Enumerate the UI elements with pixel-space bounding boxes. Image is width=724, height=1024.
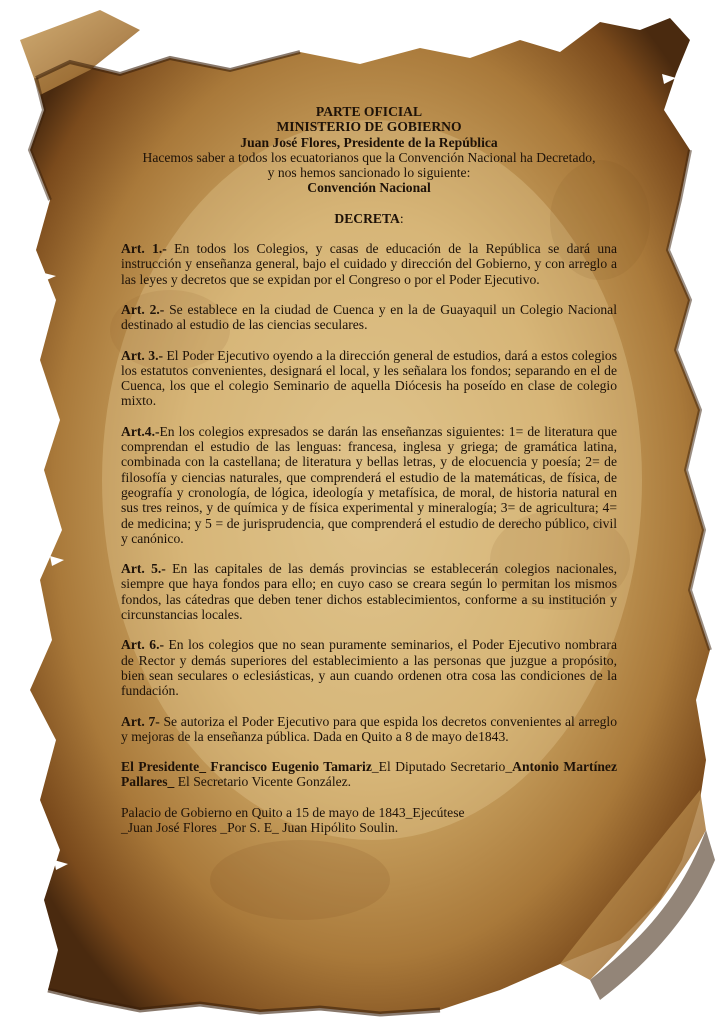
article-6: Art. 6.- En los colegios que no sean puramente seminarios, el Poder Ejecutivo nombrara de Rector y demás superiores del establecimiento a las personas que juzgue a propósito, bien sean seculares o eclesiásticas, y aun cuando ordenen otra cosa las condiciones de la fundación. (121, 637, 617, 699)
header-hacemos-saber: Hacemos saber a todos los ecuatorianos que la Convención Nacional ha Decretado, (142, 149, 596, 165)
article-5: Art. 5.- En las capitales de las demás provincias se establecerán colegios nacionales, siempre que haya fondos para ello; en cuyo caso se creara según lo permitan los mismos fondos, las cátedras que deben tener dichos establecimientos, conforme a su institución y circunstancias locales. (121, 561, 617, 623)
header-sancionado: y nos hemos sancionado lo siguiente: (267, 165, 471, 181)
header-convencion: Convención Nacional (307, 180, 431, 196)
article-1: Art. 1.- En todos los Colegios, y casas de educación de la República se dará una instrucción y enseñanza general, bajo el cuidado y dirección del Gobierno, y con arreglo a las leyes y decretos que se expidan por el Congreso o por el Poder Ejecutivo. (121, 241, 617, 287)
signatures: El Presidente_ Francisco Eugenio Tamariz_El Diputado Secretario_Antonio Martínez Pallares_ El Secretario Vicente González. (121, 759, 617, 790)
decreta-heading: DECRETA: (334, 210, 404, 226)
header-president: Juan José Flores, Presidente de la República (240, 134, 498, 150)
closing-line-1: Palacio de Gobierno en Quito a 15 de mayo de 1843_Ejecútese (121, 804, 465, 820)
official-document (121, 104, 617, 835)
article-7: Art. 7- Se autoriza el Poder Ejecutivo para que espida los decretos convenientes al arreglo y mejoras de la enseñanza pública. Dada en Quito a 8 de mayo de1843. (121, 713, 617, 744)
article-2: Art. 2.- Se establece en la ciudad de Cuenca y en la de Guayaquil un Colegio Nacional destinado al estudio de las ciencias seculares. (121, 301, 617, 333)
header-parte-oficial: PARTE OFICIAL (315, 104, 423, 119)
closing-line-2: _Juan José Flores _Por S. E_ Juan Hipólito Soulin. (121, 819, 399, 835)
header-ministerio: MINISTERIO DE GOBIERNO (276, 119, 462, 135)
article-4: Art.4.-En los colegios expresados se darán las enseñanzas siguientes: 1= de literatura que comprendan el estudio de las lenguas: francesa, inglesa y griega; de gramática latina, combinada con la castellana; de literatura y bellas letras, y de elocuencia y poesía; 2= de filosofía y ciencias naturales, que comprenderá el estudio de la matemáticas, de física, de geografía y cronología, de lógica, ideología y metafísica, de moral, de historia natural en sus tres reinos, y de química y de física experimental y mineralogía; 3= de agricultura; 4= de medicina; y 5 = de jurisprudencia, que comprenderá el estudio de derecho público, civil y canónico. (121, 423, 617, 546)
article-3: Art. 3.- El Poder Ejecutivo oyendo a la dirección general de estudios, dará a estos colegios los estatutos convenientes, designará el local, y les señalara los fondos; separando en el de Cuenca, los que el colegio Seminario de aquella Diócesis ha poseído en clase de colegio mixto. (121, 347, 617, 409)
